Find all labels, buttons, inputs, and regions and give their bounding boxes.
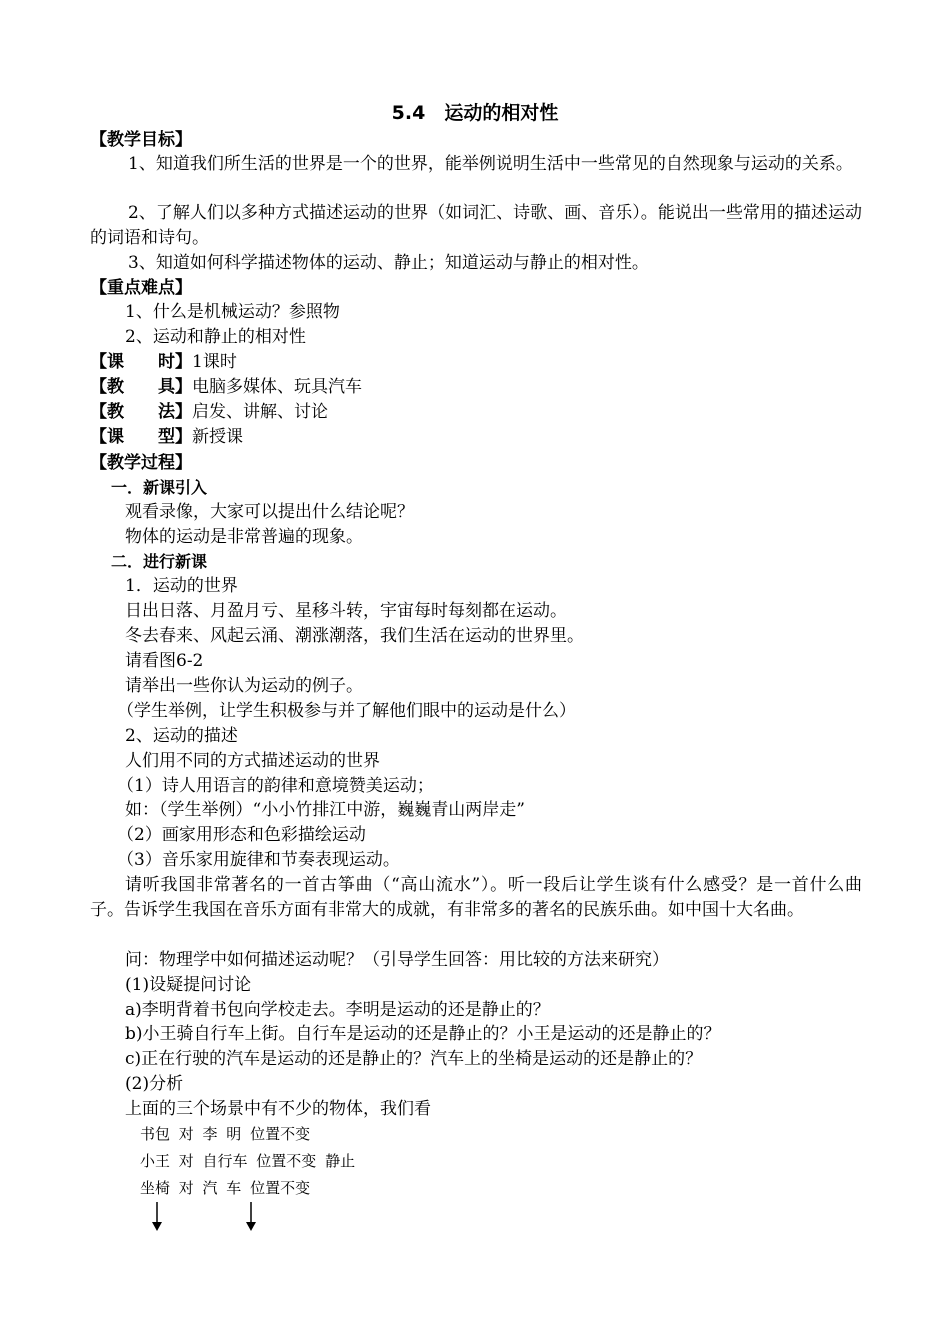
comparison-row: 书包 对 李 明 位置不变 (140, 1125, 311, 1143)
section2-line: 上面的三个场景中有不少的物体，我们看 (125, 1099, 431, 1119)
comparison-row: 小王 对 自行车 位置不变 静止 (140, 1152, 356, 1170)
section2-line: c)正在行驶的汽车是运动的还是静止的？汽车上的坐椅是运动的还是静止的？ (125, 1049, 703, 1069)
section2-line: 1．运动的世界 (125, 576, 238, 596)
meta-label: 【教 法】 (90, 402, 192, 422)
meta-teaching-method (90, 400, 870, 424)
section1-line: 观看录像，大家可以提出什么结论呢？ (125, 502, 414, 522)
section1-line: 物体的运动是非常普遍的现象。 (125, 527, 363, 547)
section2-line: 问：物理学中如何描述运动呢？（引导学生回答：用比较的方法来研究） (125, 950, 669, 970)
music-paragraph: 请听我国非常著名的一首古筝曲（“高山流水”）。听一段后让学生谈有什么感受？是一首什么曲子。告诉学生我国在音乐方面有非常大的成就，有非常多的著名的民族乐曲。如中国十大名曲。 (90, 875, 862, 920)
meta-teaching-aids (90, 375, 870, 399)
page-title: 5.4 运动的相对性 (391, 102, 559, 124)
section2-line: (2)分析 (125, 1074, 184, 1094)
keypoint-item-1: 1、什么是机械运动？参照物 (125, 302, 340, 322)
objectives-heading: 【教学目标】 (90, 130, 192, 150)
section2-line: 日出日落、月盈月亏、星移斗转，宇宙每时每刻都在运动。 (125, 601, 567, 621)
section2-line: 冬去春来、风起云涌、潮涨潮落，我们生活在运动的世界里。 (125, 626, 584, 646)
section2-line: （2）画家用形态和色彩描绘运动 (117, 825, 366, 845)
section2-line: (1)设疑提问讨论 (125, 975, 252, 995)
section2-line: b)小王骑自行车上街。自行车是运动的还是静止的？小王是运动的还是静止的？ (125, 1024, 721, 1044)
section2-line: 如：（学生举例）“小小竹排江中游，巍巍青山两岸走” (125, 800, 525, 820)
objective-item-2: 2、了解人们以多种方式描述运动的世界（如词汇、诗歌、画、音乐）。能说出一些常用的描述运动的词语和诗句。 (90, 203, 862, 248)
meta-lesson-type (90, 425, 870, 449)
down-arrow-icon (151, 1202, 163, 1232)
meta-label: 【教 具】 (90, 377, 192, 397)
objective-item-3: 3、知道如何科学描述物体的运动、静止；知道运动与静止的相对性。 (128, 253, 649, 273)
meta-value: 1课时 (192, 352, 237, 372)
process-heading: 【教学过程】 (90, 453, 192, 473)
section2-line: a)李明背着书包向学校走去。李明是运动的还是静止的？ (125, 1000, 550, 1020)
meta-class-hours (90, 350, 870, 374)
section2-line: 2、运动的描述 (125, 726, 238, 746)
keypoints-heading: 【重点难点】 (90, 278, 192, 298)
section2-title: 二．进行新课 (111, 552, 208, 571)
meta-value: 电脑多媒体、玩具汽车 (192, 377, 362, 397)
section1-title: 一．新课引入 (111, 478, 208, 497)
section2-line: （3）音乐家用旋律和节奏表现运动。 (117, 850, 400, 870)
section2-line: （学生举例，让学生积极参与并了解他们眼中的运动是什么） (117, 701, 576, 721)
comparison-row: 坐椅 对 汽 车 位置不变 (140, 1179, 311, 1197)
meta-value: 新授课 (192, 427, 243, 447)
objective-item-1: 1、知道我们所生活的世界是一个的世界，能举例说明生活中一些常见的自然现象与运动的关系。 (128, 154, 853, 174)
section2-line: 请看图6-2 (125, 651, 204, 671)
meta-value: 启发、讲解、讨论 (192, 402, 328, 422)
section2-line: （1）诗人用语言的韵律和意境赞美运动； (117, 776, 434, 796)
section2-line: 请举出一些你认为运动的例子。 (125, 676, 363, 696)
keypoint-item-2: 2、运动和静止的相对性 (125, 327, 306, 347)
down-arrow-icon (245, 1202, 257, 1232)
section2-line: 人们用不同的方式描述运动的世界 (125, 751, 380, 771)
meta-label: 【课 型】 (90, 427, 192, 447)
meta-label: 【课 时】 (90, 352, 192, 372)
